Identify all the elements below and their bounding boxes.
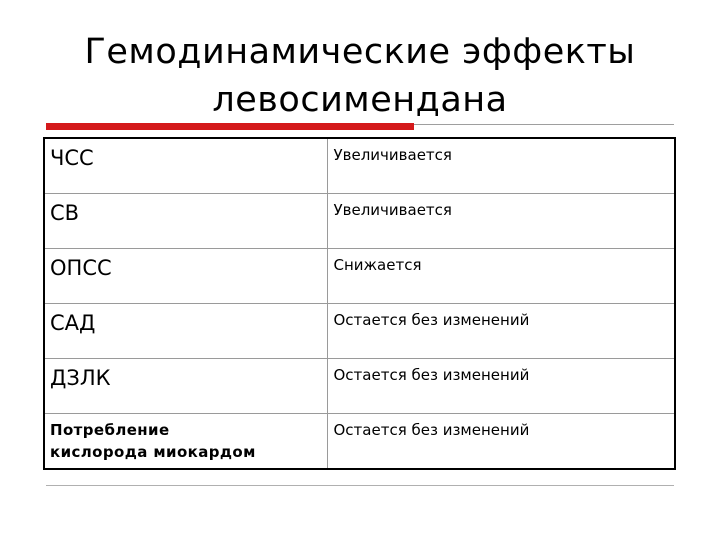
table-row [44,248,675,303]
footer-rule [46,485,674,486]
effect-cell: Снижается [327,248,675,303]
parameter-cell: ЧСС [44,138,327,193]
effect-cell: Остается без изменений [333,420,530,439]
effect-cell: Увеличивается [327,138,675,193]
hemodynamic-effects-table [43,137,676,470]
table-row [44,193,675,248]
parameter-cell: ДЗЛК [44,358,327,413]
table-row [44,138,675,193]
slide-title-line-1: Гемодинамические эффекты [84,32,636,72]
title-underline-red-accent [46,123,414,130]
parameter-cell [44,413,327,469]
slide-title [0,28,720,124]
effect-cell: Остается без изменений [327,358,675,413]
slide-title-line-2: левосимендана [212,80,508,120]
parameter-cell: ОПСС [44,248,327,303]
parameter-cell-line-1: Потребление [50,420,170,439]
table-row [44,413,675,469]
effect-cell: Увеличивается [327,193,675,248]
table-row [44,358,675,413]
parameter-cell-line-2: кислорода миокардом [50,442,256,461]
parameter-cell: СВ [44,193,327,248]
effect-cell: Остается без изменений [327,303,675,358]
parameter-cell: САД [44,303,327,358]
table-row [44,303,675,358]
